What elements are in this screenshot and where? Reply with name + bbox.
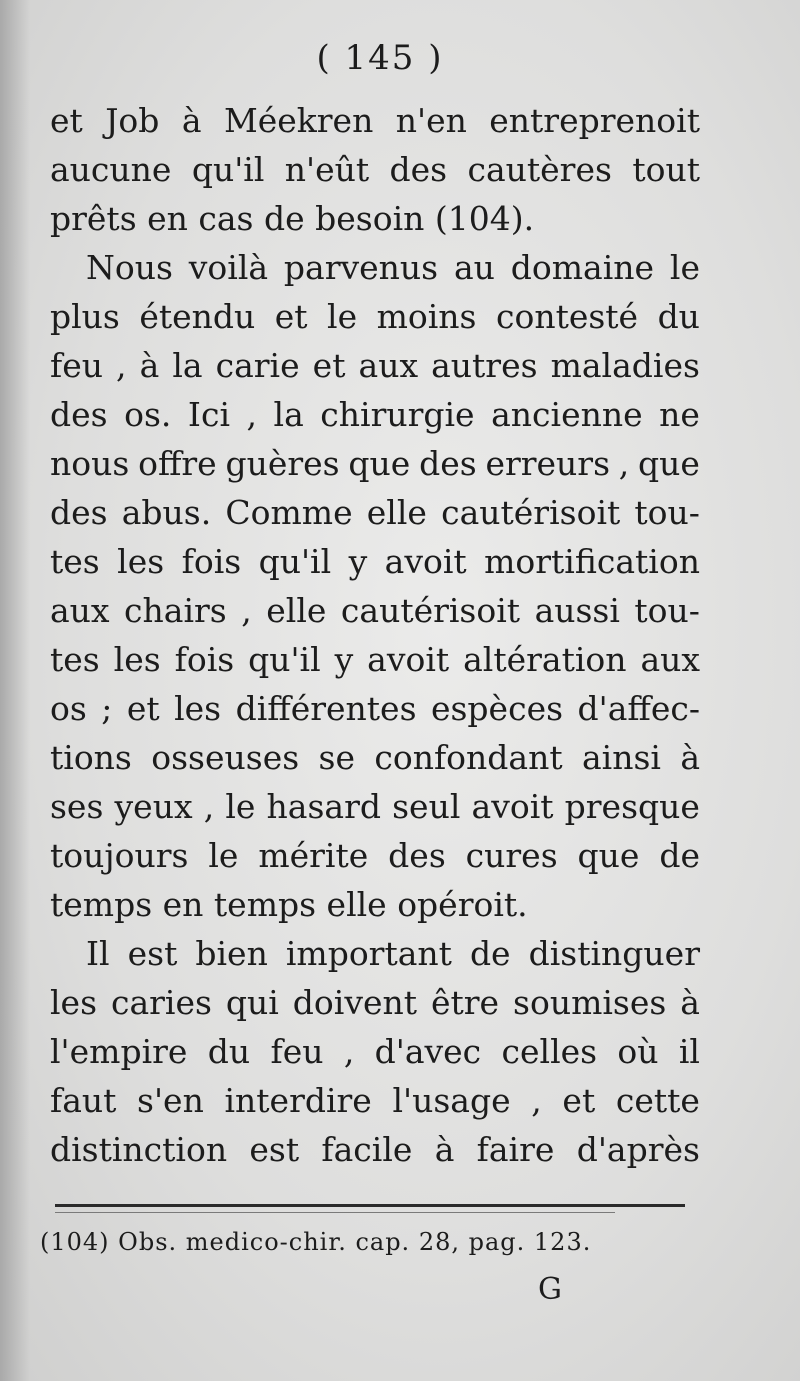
word: qu'il (248, 640, 321, 679)
word: l'empire (50, 1032, 188, 1071)
text-line-22 (50, 1125, 700, 1174)
text-line-21 (50, 1076, 700, 1125)
word: d'avec (374, 1032, 482, 1071)
word: celles (501, 1032, 598, 1071)
word: avoit (471, 787, 554, 826)
word: cautères (467, 150, 612, 189)
word: , (531, 1081, 542, 1120)
word: avoit (384, 542, 467, 581)
word: ne (659, 395, 700, 434)
word: tes (50, 640, 100, 679)
word: faire (476, 1130, 555, 1169)
text-line-1 (50, 96, 700, 145)
word: fois (181, 542, 242, 581)
word: soumises (513, 983, 667, 1022)
word: moins (376, 297, 477, 336)
footnote-separator (55, 1204, 685, 1207)
word: il (678, 1032, 700, 1071)
word: n'eût (284, 150, 370, 189)
word: elle (366, 493, 427, 532)
word: est (127, 934, 178, 973)
word: Job (105, 101, 160, 140)
word: est (249, 1130, 300, 1169)
word: espèces (430, 689, 564, 728)
word: Ici (187, 395, 230, 434)
word: facile (321, 1130, 413, 1169)
word: seul (392, 787, 461, 826)
word: que (638, 444, 700, 483)
word: maladies (550, 346, 700, 385)
word: tes (50, 542, 100, 581)
line-content: prêts en cas de besoin (104). (50, 199, 535, 238)
word: os (50, 689, 87, 728)
text-line-16 (50, 831, 700, 880)
word: y (348, 542, 368, 581)
word: altération (463, 640, 627, 679)
text-line-20 (50, 1027, 700, 1076)
word: contesté (495, 297, 639, 336)
word: , (343, 1032, 355, 1071)
word: ancienne (491, 395, 643, 434)
word: toujours (50, 836, 189, 875)
word: Comme (225, 493, 353, 532)
word: tou- (634, 591, 700, 630)
word: et (50, 101, 83, 140)
word: aux (50, 591, 110, 630)
word: des (388, 836, 446, 875)
word: se (318, 738, 355, 777)
text-line-12 (50, 635, 700, 684)
text-line-19 (50, 978, 700, 1027)
word: bien (195, 934, 268, 973)
text-line-8 (50, 439, 700, 488)
word: entreprenoit (489, 101, 700, 140)
word: domaine (510, 248, 655, 287)
word: d'après (576, 1130, 700, 1169)
word: feu (50, 346, 103, 385)
word: important (285, 934, 452, 973)
text-line-14 (50, 733, 700, 782)
word: à (181, 101, 202, 140)
word: être (430, 983, 500, 1022)
word: le (208, 836, 239, 875)
word: tout (632, 150, 700, 189)
word: et (274, 297, 308, 336)
word: les (50, 983, 98, 1022)
word: n'en (395, 101, 467, 140)
word: caries (110, 983, 212, 1022)
word: osseuses (151, 738, 300, 777)
word: la (273, 395, 304, 434)
word: les (113, 640, 161, 679)
body-text (50, 96, 700, 1174)
word: cures (465, 836, 558, 875)
word: offre (138, 444, 217, 483)
word: , (116, 346, 127, 385)
word: à (434, 1130, 455, 1169)
word: ainsi (581, 738, 661, 777)
footnote-separator-thin (55, 1212, 615, 1213)
word: feu (270, 1032, 324, 1071)
word: erreurs (485, 444, 611, 483)
word: l'usage (392, 1081, 511, 1120)
word: de (659, 836, 700, 875)
text-line-18 (50, 929, 700, 978)
word: , (241, 591, 252, 630)
word: et (312, 346, 346, 385)
word: , (246, 395, 258, 434)
text-line-5 (50, 292, 700, 341)
word: mérite (258, 836, 369, 875)
word: les (117, 542, 165, 581)
word: faut (50, 1081, 117, 1120)
word: abus. (121, 493, 212, 532)
word: carie (215, 346, 300, 385)
word: à (680, 738, 700, 777)
word: plus (50, 297, 120, 336)
word: ses (50, 787, 104, 826)
word: distinction (50, 1130, 228, 1169)
text-line-6 (50, 341, 700, 390)
word: tou- (634, 493, 700, 532)
page-number: ( 145 ) (316, 38, 444, 78)
word: aux (640, 640, 700, 679)
text-line-17 (50, 880, 700, 929)
word: Il (86, 934, 110, 973)
word: presque (564, 787, 700, 826)
word: cautérisoit (340, 591, 521, 630)
word: du (657, 297, 700, 336)
word: la (172, 346, 203, 385)
text-line-4 (50, 243, 700, 292)
word: des (50, 395, 108, 434)
word: elle (266, 591, 327, 630)
word: le (669, 248, 700, 287)
word: , (618, 444, 630, 483)
word: différentes (235, 689, 417, 728)
line-content: temps en temps elle opéroit. (50, 885, 528, 924)
word: parvenus (283, 248, 439, 287)
word: qui (225, 983, 279, 1022)
word: avoit (367, 640, 450, 679)
word: chirurgie (320, 395, 475, 434)
word: , (203, 787, 215, 826)
word: le (327, 297, 358, 336)
word: interdire (224, 1081, 372, 1120)
word: os. (124, 395, 172, 434)
word: des (389, 150, 448, 189)
word: cette (615, 1081, 700, 1120)
text-line-7 (50, 390, 700, 439)
word: les (174, 689, 222, 728)
footnote: (104) Obs. medico-chir. cap. 28, pag. 123. (40, 1228, 592, 1256)
word: hasard (266, 787, 381, 826)
word: que (577, 836, 640, 875)
word: et (126, 689, 160, 728)
text-line-2 (50, 145, 700, 194)
word: nous (50, 444, 130, 483)
word: Nous (86, 248, 173, 287)
text-line-9 (50, 488, 700, 537)
word: où (617, 1032, 659, 1071)
text-line-10 (50, 537, 700, 586)
word: que (348, 444, 411, 483)
word: qu'il (191, 150, 265, 189)
word: cautérisoit (441, 493, 621, 532)
word: autres (431, 346, 538, 385)
word: de (469, 934, 511, 973)
word: aux (358, 346, 419, 385)
word: à (680, 983, 700, 1022)
word: des (50, 493, 108, 532)
word: confondant (374, 738, 563, 777)
word: guères (225, 444, 340, 483)
word: voilà (188, 248, 269, 287)
word: yeux (114, 787, 193, 826)
word: Méekren (223, 101, 374, 140)
text-line-11 (50, 586, 700, 635)
word: aussi (534, 591, 620, 630)
word: chairs (124, 591, 227, 630)
word: s'en (137, 1081, 204, 1120)
signature-mark: G (538, 1272, 562, 1307)
word: distinguer (528, 934, 700, 973)
text-line-15 (50, 782, 700, 831)
word: qu'il (258, 542, 332, 581)
word: étendu (139, 297, 256, 336)
word: des (419, 444, 477, 483)
word: y (334, 640, 354, 679)
word: du (207, 1032, 251, 1071)
word: et (562, 1081, 596, 1120)
word: au (453, 248, 495, 287)
word: le (225, 787, 256, 826)
text-line-13 (50, 684, 700, 733)
word: aucune (50, 150, 172, 189)
text-line-3 (50, 194, 700, 243)
word: d'affec- (577, 689, 700, 728)
word: ; (101, 689, 113, 728)
word: fois (174, 640, 235, 679)
word: doivent (292, 983, 418, 1022)
word: à (139, 346, 160, 385)
word: mortification (484, 542, 700, 581)
word: tions (50, 738, 132, 777)
